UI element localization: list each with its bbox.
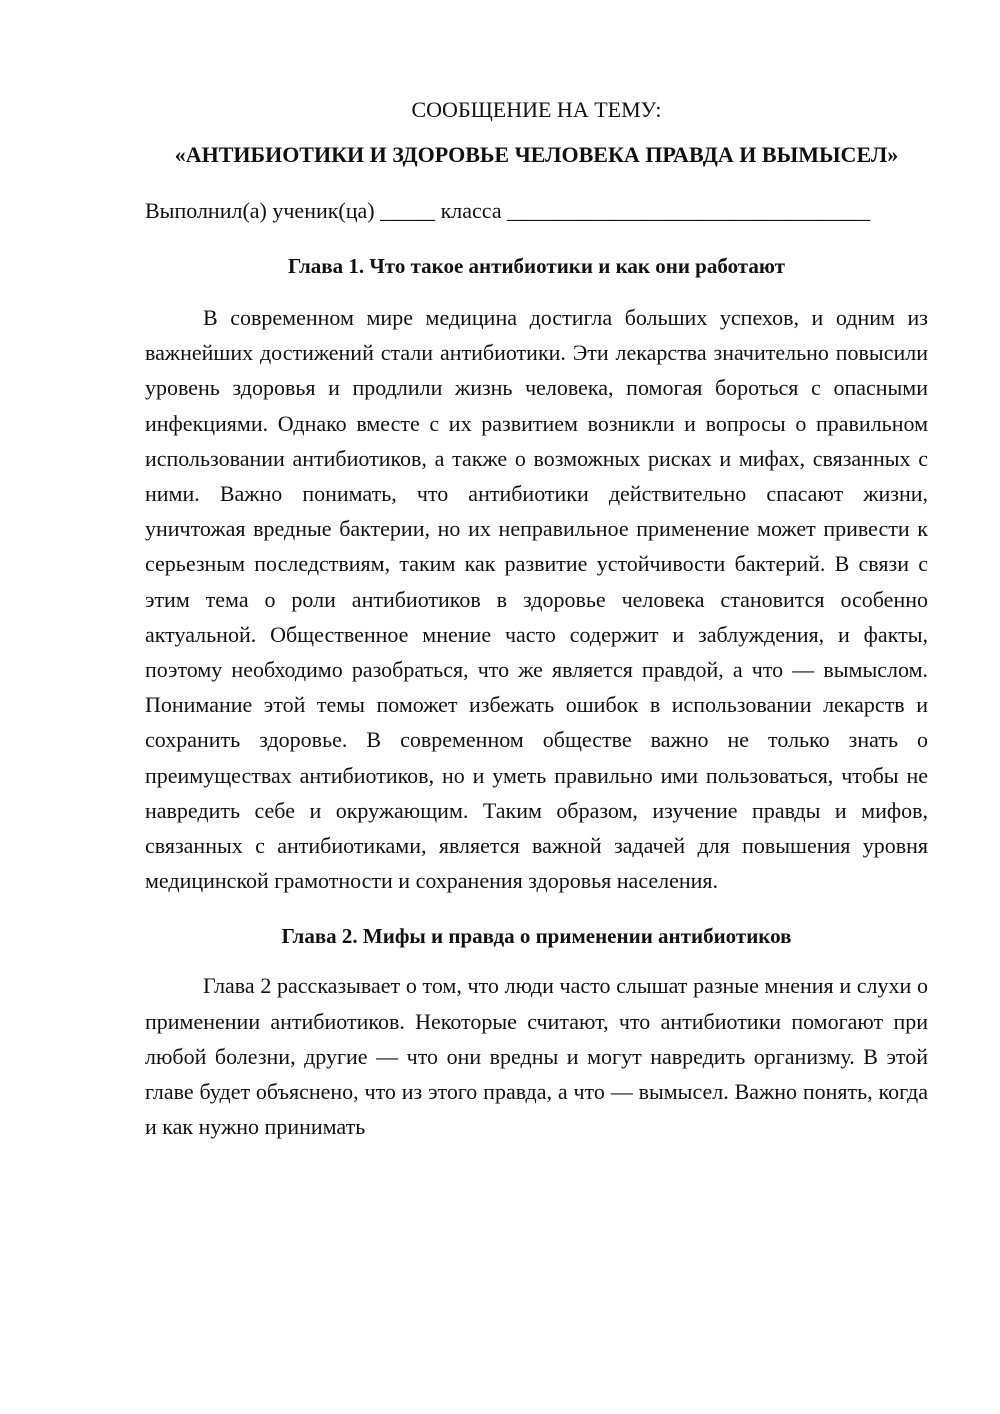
document-page bbox=[145, 95, 928, 1144]
document-subtitle: СООБЩЕНИЕ НА ТЕМУ: bbox=[411, 97, 662, 122]
chapter-2-title: Глава 2. Мифы и правда о применении антибиотиков bbox=[281, 924, 792, 949]
chapter-1-title: Глава 1. Что такое антибиотики и как они работают bbox=[288, 254, 785, 278]
chapter-1-paragraph: В современном мире медицина достигла больших успехов, и одним из важнейших достижений стали антибиотики. Эти лекарства значительно повысили уровень здоровья и продлили жизнь человека, помогая бороться с опасными инфекциями. Однако вместе с их развитием возникли и вопросы о правильном использовании антибиотиков, а также о возможных рисках и мифах, связанных с ними. Важно понимать, что антибиотики действительно спасают жизни, уничтожая вредные бактерии, но их неправильное применение может привести к серьезным последствиям, таким как развитие устойчивости бактерий. В связи с этим тема о роли антибиотиков в здоровье человека становится особенно актуальной. Общественное мнение часто содержит и заблуждения, и факты, поэтому необходимо разобраться, что же является правдой, а что — вымыслом. Понимание этой темы поможет избежать ошибок в использовании лекарств и сохранить здоровье. В современном обществе важно не только знать о преимуществах антибиотиков, но и уметь правильно ими пользоваться, чтобы не навредить себе и окружающим. Таким образом, изучение правды и мифов, связанных с антибиотиками, является важной задачей для повышения уровня медицинской грамотности и сохранения здоровья населения. bbox=[145, 305, 928, 894]
author-line: Выполнил(а) ученик(ца) _____ класса _________________________________ bbox=[145, 198, 871, 223]
chapter-2-paragraph: Глава 2 рассказывает о том, что люди часто слышат разные мнения и слухи о применении антибиотиков. Некоторые считают, что антибиотики помогают при любой болезни, другие — что они вредны и могут навредить организму. В этой главе будет объяснено, что из этого правда, а что — вымысел. Важно понять, когда и как нужно принимать bbox=[145, 973, 928, 1140]
document-title: «АНТИБИОТИКИ И ЗДОРОВЬЕ ЧЕЛОВЕКА ПРАВДА И ВЫМЫСЕЛ» bbox=[174, 142, 899, 167]
